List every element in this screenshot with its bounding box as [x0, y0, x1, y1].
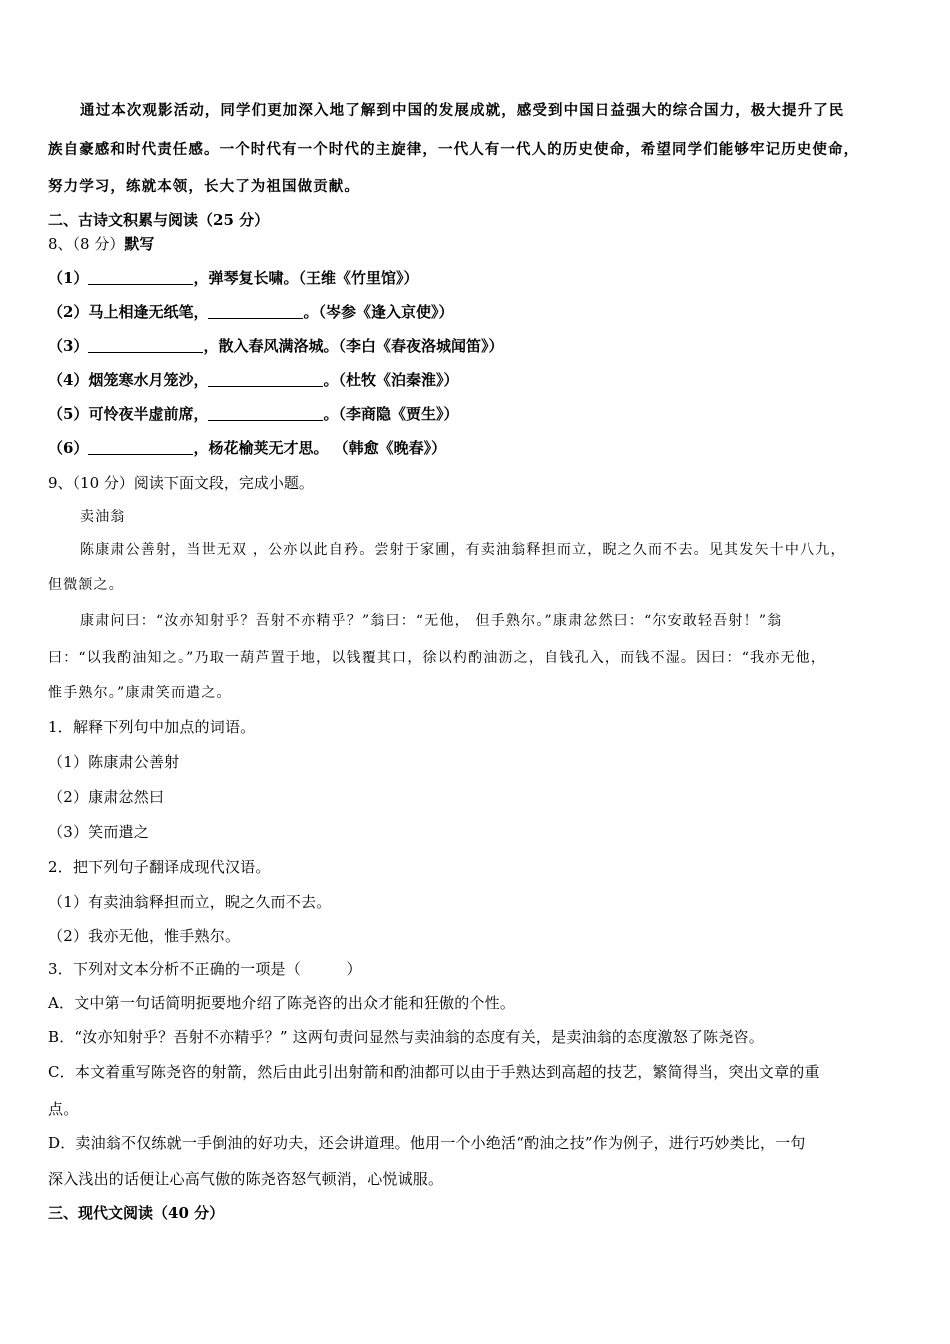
sub1-title: 1．解释下列句中加点的词语。 [48, 718, 256, 736]
sub1-item-1: （1）陈康肃公善射 [48, 753, 180, 771]
q8-item-2-after: 。（岑参《逢入京使》） [303, 303, 454, 321]
sub1-item-2: （2）康肃忿然曰 [48, 788, 165, 806]
passage-p1-line-2: 但微颔之。 [48, 577, 124, 593]
sub3-option-d-line-2: 深入浅出的话便让心高气傲的陈尧咨怒气顿消，心悦诚服。 [48, 1170, 444, 1188]
passage-p2-line-3: 惟手熟尔。”康肃笑而遣之。 [48, 685, 232, 701]
passage-p1-line-1: 陈康肃公善射，当世无双 ，公亦以此自矜。尝射于家圃，有卖油翁释担而立，睨之久而不去。见其发矢十中八九， [80, 542, 846, 558]
sub3-option-c-line-2: 点。 [48, 1100, 79, 1118]
intro-line-2: 族自豪感和时代责任感。一个时代有一个时代的主旋律，一代人有一代人的历史使命，希望同学们能够牢记历史使命， [48, 141, 860, 158]
q8-title: 默写 [124, 235, 155, 253]
intro-line-1: 通过本次观影活动，同学们更加深入地了解到中国的发展成就，感受到中国日益强大的综合国力，极大提升了民 [80, 102, 845, 119]
q8-header [48, 234, 154, 254]
q8-item-5-after: 。（李商隐《贾生》） [323, 405, 459, 423]
sub3-option-c-line-1: C．本文着重写陈尧咨的射箭，然后由此引出射箭和酌油都可以由于手熟达到高超的技艺，繁简得当，突出文章的重 [48, 1063, 820, 1081]
q8-item-1-blank[interactable] [88, 270, 193, 285]
q8-item-4-num: （4） [48, 371, 89, 389]
section-3-title: 三、现代文阅读（40 分） [48, 1204, 225, 1222]
sub2-title: 2．把下列句子翻译成现代汉语。 [48, 858, 271, 876]
passage-title: 卖油翁 [80, 509, 126, 525]
q8-item-5-blank[interactable] [208, 406, 323, 421]
q8-item-5 [48, 404, 458, 424]
sub3-option-d-line-1: D．卖油翁不仅练就一手倒油的好功夫，还会讲道理。他用一个小绝活“酌油之技”作为例子，进行巧妙类比，一句 [48, 1134, 806, 1152]
q8-item-1-after: ，弹琴复长啸。（王维《竹里馆》） [193, 269, 419, 287]
section-2-title: 二、古诗文积累与阅读（25 分） [48, 211, 270, 229]
q8-item-6 [48, 438, 446, 458]
q8-item-6-blank[interactable] [88, 440, 193, 455]
q8-item-1 [48, 268, 418, 288]
sub2-item-1: （1）有卖油翁释担而立，睨之久而不去。 [48, 893, 332, 911]
sub3-title: 3．下列对文本分析不正确的一项是（ ） [48, 960, 362, 978]
q8-item-5-num: （5） [48, 405, 89, 423]
q8-item-4-blank[interactable] [208, 372, 323, 387]
q8-prefix: 8、（8 分） [48, 235, 125, 253]
q8-item-5-before: 可怜夜半虚前席， [88, 405, 209, 423]
sub3-option-a: A．文中第一句话简明扼要地介绍了陈尧咨的出众才能和狂傲的个性。 [48, 994, 516, 1012]
q8-item-1-num: （1） [48, 269, 89, 287]
sub3-option-b: B．“汝亦知射乎？吾射不亦精乎？” 这两句责问显然与卖油翁的态度有关，是卖油翁的态度激怒了陈尧咨。 [48, 1028, 764, 1046]
q8-item-2-blank[interactable] [208, 304, 303, 319]
q8-item-3 [48, 336, 503, 356]
passage-p2-line-2: 曰：“以我酌油知之。”乃取一葫芦置于地，以钱覆其口，徐以杓酌油沥之，自钱孔入，而钱不湿。因曰：“我亦无他， [48, 650, 827, 666]
q9-header: 9、（10 分）阅读下面文段，完成小题。 [48, 474, 314, 492]
q8-item-6-after: ，杨花榆荚无才思。 （韩愈《晚春》） [193, 439, 447, 457]
q8-item-2 [48, 302, 453, 322]
q8-item-2-num: （2） [48, 303, 89, 321]
q8-item-4 [48, 370, 458, 390]
q8-item-4-after: 。（杜牧《泊秦淮》） [323, 371, 459, 389]
q8-item-3-num: （3） [48, 337, 89, 355]
q8-item-2-before: 马上相逢无纸笔， [88, 303, 209, 321]
intro-line-3: 努力学习，练就本领，长大了为祖国做贡献。 [48, 178, 360, 195]
q8-item-3-blank[interactable] [88, 338, 203, 353]
q8-item-4-before: 烟笼寒水月笼沙， [88, 371, 209, 389]
passage-p2-line-1: 康肃问曰：“汝亦知射乎？吾射不亦精乎？”翁曰：“无他， 但手熟尔。”康肃忿然曰：“尔安敢轻吾射！”翁 [80, 613, 783, 629]
q8-item-3-after: ，散入春风满洛城。（李白《春夜洛城闻笛》） [203, 337, 504, 355]
sub1-item-3: （3）笑而遣之 [48, 823, 149, 841]
q8-item-6-num: （6） [48, 439, 89, 457]
sub2-item-2: （2）我亦无他，惟手熟尔。 [48, 927, 241, 945]
